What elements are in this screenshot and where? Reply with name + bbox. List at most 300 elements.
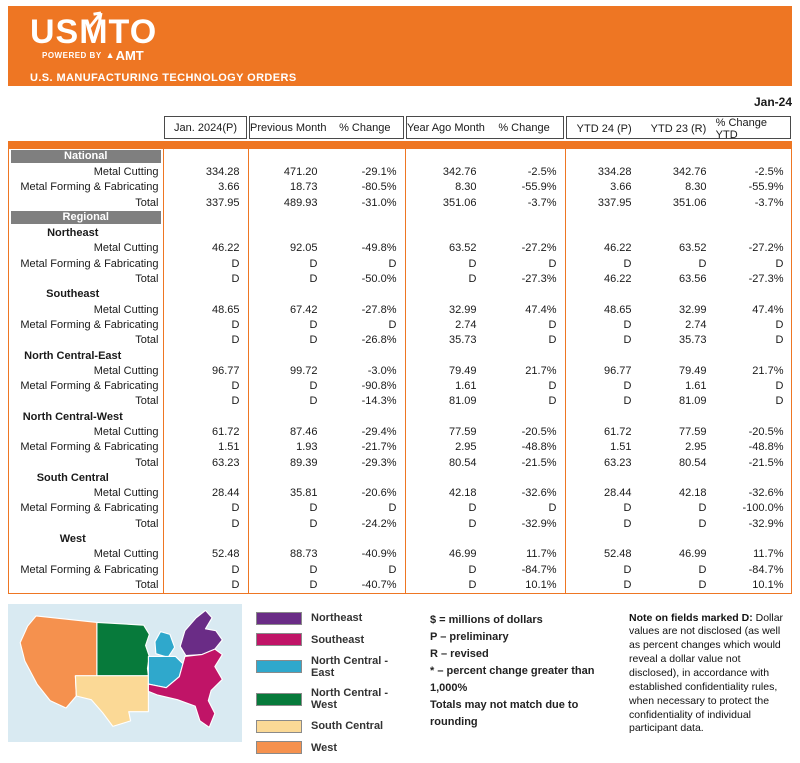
table-cell: 8.30	[685, 181, 707, 194]
table-row	[9, 501, 791, 516]
table-cell: D	[775, 334, 784, 347]
bottom-section	[8, 604, 792, 763]
table-cell	[326, 531, 405, 546]
table-cell: D	[565, 577, 640, 592]
table-cell: 47.4%	[525, 303, 557, 316]
table-cell: -27.3%	[521, 273, 557, 286]
footnote-line: R – revised	[430, 647, 489, 660]
table-cell: -27.2%	[748, 242, 784, 255]
legend-item	[256, 655, 406, 679]
legend-label: Northeast	[311, 612, 363, 625]
table-cell: D	[163, 333, 248, 348]
table-cell: -80.5%	[361, 181, 397, 194]
table-cell: -40.7%	[361, 578, 397, 591]
table-row	[9, 256, 791, 271]
table-row	[9, 271, 791, 286]
table-cell	[405, 225, 485, 240]
legend-item	[256, 687, 406, 711]
table-cell: D	[548, 395, 557, 408]
legend-label: North Central - East	[311, 654, 388, 679]
table-cell: 1.51	[163, 440, 248, 455]
table-cell: D	[248, 577, 326, 592]
table-row	[9, 516, 791, 531]
table-cell: -32.9%	[521, 517, 557, 530]
table-cell	[715, 210, 792, 225]
table-cell: 21.7%	[752, 364, 784, 377]
table-cell	[405, 287, 485, 302]
table-cell: -50.0%	[361, 273, 397, 286]
table-cell	[565, 409, 640, 424]
row-label: Metal Forming & Fabricating	[20, 441, 159, 454]
table-cell	[640, 149, 715, 164]
usmto-logo	[30, 14, 157, 50]
table-cell: D	[548, 318, 557, 331]
table-cell: 79.49	[678, 364, 707, 377]
table-cell	[485, 409, 565, 424]
row-label: Total	[135, 395, 159, 408]
legend-swatch	[256, 660, 302, 673]
table-cell: -29.3%	[361, 456, 397, 469]
table-cell: -20.5%	[748, 425, 784, 438]
table-row	[9, 180, 791, 195]
orange-band	[8, 141, 792, 149]
powered-by-text: POWERED BY	[42, 51, 102, 60]
section-banner: Regional	[11, 211, 161, 224]
table-cell	[405, 531, 485, 546]
legend-label: North Central - West	[311, 687, 388, 712]
table-cell: D	[405, 271, 485, 286]
table-cell: 342.76	[672, 165, 707, 178]
col-group-ytd	[566, 116, 791, 139]
col-header-jan2024: Jan. 2024(P)	[164, 116, 247, 139]
table-cell: D	[565, 378, 640, 393]
table-cell: 10.1%	[752, 578, 784, 591]
table-cell: -32.6%	[521, 487, 557, 500]
table-cell: -55.9%	[521, 181, 557, 194]
table-cell	[163, 348, 248, 363]
row-label: Metal Cutting	[93, 548, 159, 561]
table-cell	[715, 409, 792, 424]
table-cell	[326, 287, 405, 302]
table-cell	[565, 210, 640, 225]
table-cell: -55.9%	[748, 181, 784, 194]
table-cell	[485, 287, 565, 302]
table-cell: 87.46	[248, 424, 326, 439]
table-cell: -84.7%	[748, 563, 784, 576]
table-cell: 351.06	[672, 196, 707, 209]
legend-swatch	[256, 633, 302, 646]
amt-logo-icon: ▲	[105, 50, 115, 60]
table-cell: 334.28	[565, 164, 640, 179]
table-cell	[640, 225, 715, 240]
table-cell: 80.54	[405, 455, 485, 470]
table-cell: D	[565, 256, 640, 271]
table-cell: 92.05	[248, 241, 326, 256]
table-cell: D	[405, 516, 485, 531]
table-row	[9, 547, 791, 562]
table-cell: 28.44	[163, 486, 248, 501]
row-label: Metal Forming & Fabricating	[20, 318, 159, 331]
table-cell: D	[248, 501, 326, 516]
table-cell	[715, 470, 792, 485]
table-cell: D	[775, 380, 784, 393]
table-cell	[485, 149, 565, 164]
table-cell	[640, 531, 715, 546]
table-cell	[715, 149, 792, 164]
table-row	[9, 317, 791, 332]
table-cell: -20.5%	[521, 425, 557, 438]
table-cell: D	[248, 317, 326, 332]
table-cell	[405, 149, 485, 164]
table-cell: 2.95	[405, 440, 485, 455]
table-cell: 63.52	[405, 241, 485, 256]
table-cell: 61.72	[163, 424, 248, 439]
table-cell: -32.9%	[748, 517, 784, 530]
table-cell: 334.28	[163, 164, 248, 179]
table-cell: 28.44	[565, 486, 640, 501]
table-cell: D	[163, 562, 248, 577]
legend-swatch	[256, 612, 302, 625]
table-cell	[405, 210, 485, 225]
row-label: Total	[135, 578, 159, 591]
table-cell: 42.18	[405, 486, 485, 501]
table-cell	[248, 210, 326, 225]
table-cell	[405, 409, 485, 424]
table-cell	[405, 470, 485, 485]
table-cell: D	[565, 562, 640, 577]
table-cell: D	[388, 502, 397, 515]
table-cell: 80.54	[678, 456, 707, 469]
usmto-logo-text: USMTO	[30, 13, 158, 51]
region-label: West	[59, 533, 86, 546]
table-cell: 35.73	[678, 334, 707, 347]
table-cell	[248, 225, 326, 240]
table-cell: D	[405, 562, 485, 577]
footnote-line: $ = millions of dollars	[430, 613, 543, 626]
table-cell: -24.2%	[361, 517, 397, 530]
legend-label: South Central	[311, 720, 384, 733]
table-cell	[565, 287, 640, 302]
table-cell	[163, 210, 248, 225]
table-cell: 79.49	[405, 363, 485, 378]
amt-logo-text: AMT	[115, 48, 144, 63]
table-cell: D	[698, 257, 707, 270]
table-cell	[640, 287, 715, 302]
table-row	[9, 409, 791, 424]
table-cell: -40.9%	[361, 548, 397, 561]
table-cell	[248, 348, 326, 363]
col-header-ytd24: YTD 24 (P)	[576, 123, 632, 135]
table-cell: D	[248, 516, 326, 531]
table-row	[9, 378, 791, 393]
table-cell: 1.61	[405, 378, 485, 393]
region-label: North Central-West	[22, 410, 123, 423]
col-header-ytd23: YTD 23 (R)	[650, 123, 707, 135]
table-cell: 63.52	[678, 242, 707, 255]
table-cell	[565, 225, 640, 240]
table-cell	[163, 531, 248, 546]
table-cell: D	[248, 378, 326, 393]
table-cell: -49.8%	[361, 242, 397, 255]
legend-label: West	[311, 741, 338, 754]
table-cell: -21.7%	[361, 441, 397, 454]
table-cell: 46.22	[163, 241, 248, 256]
table-cell: D	[698, 563, 707, 576]
table-cell: -100.0%	[742, 502, 784, 515]
table-cell: 89.39	[248, 455, 326, 470]
table-cell: D	[163, 317, 248, 332]
table-cell: 52.48	[565, 547, 640, 562]
table-cell: D	[565, 333, 640, 348]
table-cell: 471.20	[248, 164, 326, 179]
legend-item	[256, 612, 406, 625]
row-label: Metal Cutting	[93, 425, 159, 438]
table-row	[9, 470, 791, 485]
table-cell	[326, 210, 405, 225]
table-cell: 67.42	[248, 302, 326, 317]
table-cell: D	[163, 577, 248, 592]
row-label: Metal Forming & Fabricating	[20, 502, 159, 515]
table-cell	[640, 409, 715, 424]
table-cell: 99.72	[248, 363, 326, 378]
table-cell: 2.74	[405, 317, 485, 332]
table-row	[9, 562, 791, 577]
table-cell: -3.7%	[754, 196, 784, 209]
table-cell: D	[548, 502, 557, 515]
legend-swatch	[256, 720, 302, 733]
table-cell	[485, 470, 565, 485]
table-cell: D	[548, 380, 557, 393]
table-cell	[640, 210, 715, 225]
table-cell: 63.23	[565, 455, 640, 470]
region-label: Northeast	[47, 227, 99, 240]
table-cell	[565, 348, 640, 363]
table-cell: -27.3%	[748, 273, 784, 286]
row-label: Total	[135, 273, 159, 286]
table-cell: 48.65	[565, 302, 640, 317]
us-regions-map	[8, 604, 242, 742]
col-header-previous-month: Previous Month	[250, 121, 327, 134]
table-cell: D	[698, 502, 707, 515]
table-cell	[715, 225, 792, 240]
table-cell: D	[548, 334, 557, 347]
col-header-year-ago-month: Year Ago Month	[407, 121, 485, 134]
table-cell: -20.6%	[361, 487, 397, 500]
table-cell: 489.93	[248, 195, 326, 210]
table-cell: D	[565, 501, 640, 516]
table-cell	[248, 470, 326, 485]
col-group-previous-month	[249, 116, 404, 139]
table-cell: D	[163, 501, 248, 516]
table-cell	[485, 531, 565, 546]
row-label: Metal Cutting	[93, 303, 159, 316]
table-cell: -21.5%	[748, 456, 784, 469]
table-cell: 3.66	[565, 180, 640, 195]
table-cell	[715, 531, 792, 546]
table-row	[9, 363, 791, 378]
table-cell	[565, 470, 640, 485]
table-cell: 2.74	[685, 318, 707, 331]
table-cell	[326, 470, 405, 485]
table-row	[9, 149, 791, 164]
note-lead: Note on fields marked D:	[629, 611, 753, 624]
table-cell	[715, 348, 792, 363]
table-cell: 96.77	[565, 363, 640, 378]
table-row	[9, 424, 791, 439]
table-cell: 81.09	[678, 395, 707, 408]
row-label: Metal Cutting	[93, 364, 159, 377]
table-cell: D	[565, 394, 640, 409]
report-subtitle: U.S. MANUFACTURING TECHNOLOGY ORDERS	[30, 72, 297, 84]
table-cell: -26.8%	[361, 334, 397, 347]
footnote-line: Totals may not match due to rounding	[430, 698, 579, 728]
table-cell: -27.8%	[361, 303, 397, 316]
table-row	[9, 394, 791, 409]
table-cell: D	[388, 257, 397, 270]
table-cell	[248, 287, 326, 302]
legend-item	[256, 720, 406, 733]
table-cell: 77.59	[405, 424, 485, 439]
table-row	[9, 333, 791, 348]
row-label: Metal Cutting	[93, 165, 159, 178]
banner-cell	[9, 210, 163, 225]
table-cell: D	[698, 578, 707, 591]
date-label: Jan-24	[753, 95, 792, 109]
table-cell: 3.66	[163, 180, 248, 195]
table-cell: 18.73	[248, 180, 326, 195]
table-cell	[163, 409, 248, 424]
table-cell	[640, 470, 715, 485]
legend-swatch	[256, 693, 302, 706]
table-header-row	[8, 116, 792, 139]
table-cell: 46.99	[678, 548, 707, 561]
table-cell: -84.7%	[521, 563, 557, 576]
table-cell: 10.1%	[525, 578, 557, 591]
table-cell: D	[388, 563, 397, 576]
table-cell	[485, 210, 565, 225]
table-cell: 46.99	[405, 547, 485, 562]
table-cell: -2.5%	[527, 165, 557, 178]
table-cell	[248, 149, 326, 164]
table-cell: D	[248, 394, 326, 409]
table-row	[9, 210, 791, 225]
row-label: Metal Forming & Fabricating	[20, 563, 159, 576]
table-cell: D	[163, 378, 248, 393]
table-row	[9, 225, 791, 240]
table-row	[9, 164, 791, 179]
table-cell	[248, 531, 326, 546]
table-cell: D	[163, 271, 248, 286]
header-banner	[8, 6, 792, 86]
table-cell: D	[163, 516, 248, 531]
row-label: Total	[135, 334, 159, 347]
table-cell: 61.72	[565, 424, 640, 439]
section-banner: National	[11, 150, 161, 163]
table-row	[9, 241, 791, 256]
table-cell: D	[163, 394, 248, 409]
table-cell: 88.73	[248, 547, 326, 562]
table-cell: 11.7%	[753, 548, 784, 561]
row-label: Metal Forming & Fabricating	[20, 380, 159, 393]
legend-item	[256, 741, 406, 754]
table-cell: 342.76	[405, 164, 485, 179]
table-row	[9, 195, 791, 210]
table-cell: D	[775, 395, 784, 408]
table-cell: 46.22	[565, 271, 640, 286]
table-cell: 8.30	[405, 180, 485, 195]
table-cell	[485, 348, 565, 363]
table-cell: 96.77	[163, 363, 248, 378]
row-label: Metal Forming & Fabricating	[20, 181, 159, 194]
table-cell	[485, 225, 565, 240]
col-header-pct-change-2: % Change	[498, 121, 550, 134]
note-body: Dollar values are not disclosed (as well as percent changes which would reveal a dollar value not disclosed), in accordance with established confidentiality rules, when necessary to protect the confidentiality of individual participant data.	[629, 611, 784, 735]
table-cell: 1.61	[685, 380, 707, 393]
table-cell	[405, 348, 485, 363]
disclosure-note	[629, 604, 792, 737]
table-cell: -29.4%	[361, 425, 397, 438]
legend-label: Southeast	[311, 633, 365, 646]
table-cell	[715, 287, 792, 302]
table-cell: -14.3%	[361, 395, 397, 408]
table-cell: -29.1%	[361, 165, 397, 178]
table-cell: -3.0%	[367, 364, 397, 377]
table-cell: 35.81	[248, 486, 326, 501]
table-cell: 52.48	[163, 547, 248, 562]
table-cell: D	[775, 257, 784, 270]
table-cell	[326, 409, 405, 424]
table-cell: 46.22	[565, 241, 640, 256]
table-cell: D	[388, 318, 397, 331]
table-cell: 21.7%	[525, 364, 557, 377]
table-cell: 81.09	[405, 394, 485, 409]
orders-table	[8, 116, 792, 594]
map-legend	[256, 604, 406, 763]
row-label: Total	[135, 456, 159, 469]
table-cell	[326, 149, 405, 164]
col-header-pct-change-1: % Change	[339, 121, 391, 134]
table-cell: -27.2%	[521, 242, 557, 255]
table-body	[8, 149, 792, 594]
row-label: Metal Cutting	[93, 242, 159, 255]
table-cell: D	[163, 256, 248, 271]
table-cell: 48.65	[163, 302, 248, 317]
table-cell: -90.8%	[361, 380, 397, 393]
table-cell: D	[405, 501, 485, 516]
row-label: Metal Forming & Fabricating	[20, 257, 159, 270]
table-cell: 63.23	[163, 455, 248, 470]
table-cell	[326, 225, 405, 240]
table-row	[9, 531, 791, 546]
table-cell: D	[248, 271, 326, 286]
banner-cell	[9, 149, 163, 164]
legend-swatch	[256, 741, 302, 754]
region-label: Southeast	[46, 288, 100, 301]
col-header-pct-change-ytd: % Change YTD	[715, 117, 768, 141]
table-cell	[163, 287, 248, 302]
table-row	[9, 440, 791, 455]
region-label: South Central	[36, 471, 109, 484]
header-spacer	[8, 116, 163, 139]
table-row	[9, 455, 791, 470]
table-cell: D	[248, 562, 326, 577]
table-cell: 11.7%	[526, 548, 557, 561]
table-cell: -32.6%	[748, 487, 784, 500]
table-row	[9, 287, 791, 302]
table-cell	[163, 470, 248, 485]
table-cell: 63.56	[678, 273, 707, 286]
table-cell	[326, 348, 405, 363]
